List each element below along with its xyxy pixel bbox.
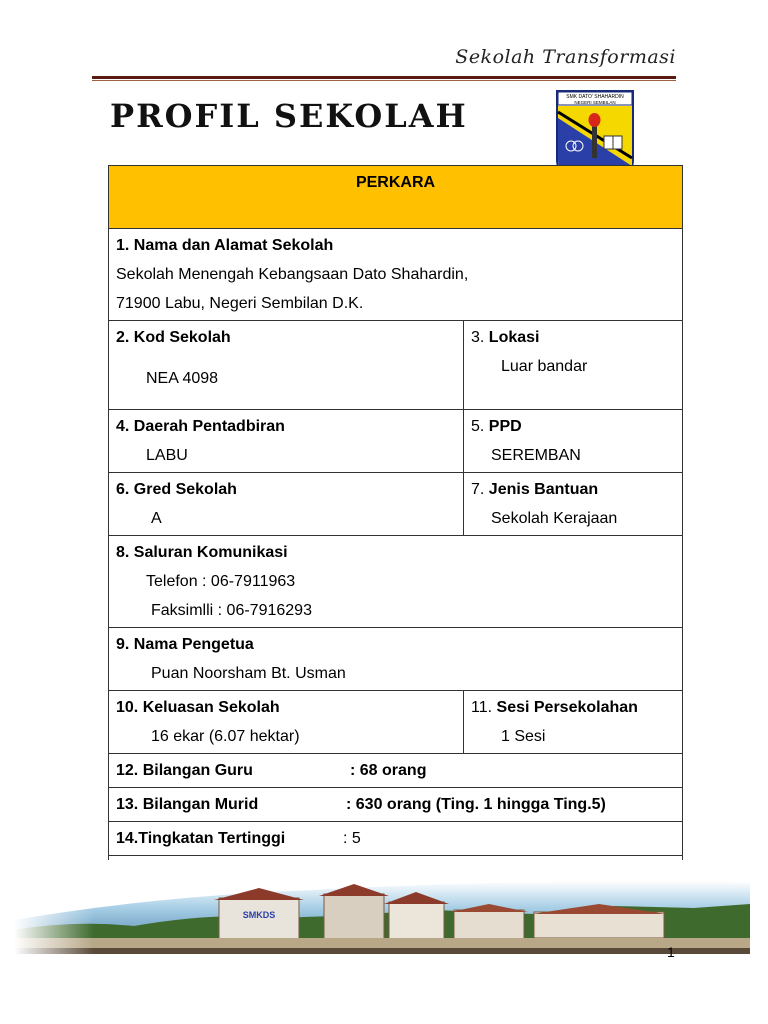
jenis-num: 7. (471, 481, 485, 498)
table-header-row (109, 166, 683, 229)
saluran-label: 8. Saluran Komunikasi (116, 544, 288, 561)
table-row (109, 229, 683, 321)
nama-line1: Sekolah Menengah Kebangsaan Dato Shahardin, (116, 266, 469, 283)
tingkatan-label: 14.Tingkatan Tertinggi (116, 830, 286, 847)
keluasan-value: 16 ekar (6.07 hektar) (151, 728, 300, 745)
building-sign: SMKDS (242, 910, 276, 920)
cell-gred (109, 473, 464, 536)
daerah-value: LABU (146, 447, 188, 464)
tingkatan-value: : 5 (343, 830, 361, 847)
ppd-label: PPD (488, 418, 522, 435)
table-row (109, 788, 683, 822)
page-title: PROFIL SEKOLAH (110, 97, 468, 135)
cell-jenis (464, 473, 683, 536)
cell-saluran (109, 536, 683, 628)
murid-label: 13. Bilangan Murid (116, 796, 259, 813)
school-profile-table (108, 165, 683, 890)
pengetua-value: Puan Noorsham Bt. Usman (151, 665, 346, 682)
table-row (109, 691, 683, 754)
nama-label: 1. Nama dan Alamat Sekolah (116, 237, 334, 254)
table-row (109, 628, 683, 691)
gred-value: A (151, 510, 162, 527)
table-row (109, 473, 683, 536)
jenis-heading (471, 475, 675, 504)
crest-text-top: SMK DATO' SHAHARDIN (566, 94, 624, 100)
header-rule (92, 76, 676, 79)
pengetua-label: 9. Nama Pengetua (116, 636, 254, 653)
perkara-header: PERKARA (109, 166, 683, 229)
sesi-num: 11. (471, 699, 493, 716)
cell-tingkatan (109, 822, 683, 856)
table-row (109, 754, 683, 788)
guru-value: : 68 orang (350, 762, 427, 779)
gred-label: 6. Gred Sekolah (116, 481, 237, 498)
cell-kod (109, 321, 464, 410)
cell-pengetua (109, 628, 683, 691)
cell-keluasan (109, 691, 464, 754)
lokasi-label: Lokasi (488, 329, 540, 346)
ppd-num: 5. (471, 418, 485, 435)
kod-label: 2. Kod Sekolah (116, 329, 231, 346)
crest-text-sub: NEGERI SEMBILAN (574, 100, 616, 105)
keluasan-label: 10. Keluasan Sekolah (116, 699, 280, 716)
table-row (109, 410, 683, 473)
lokasi-value: Luar bandar (501, 358, 588, 375)
ppd-heading (471, 412, 675, 441)
kod-value: NEA 4098 (146, 370, 219, 387)
sesi-label: Sesi Persekolahan (496, 699, 638, 716)
table-row (109, 822, 683, 856)
cell-guru (109, 754, 683, 788)
table-row (109, 536, 683, 628)
faks-value: Faksimlli : 06-7916293 (151, 602, 312, 619)
table-row (109, 321, 683, 410)
lokasi-heading (471, 323, 675, 352)
page-number: 1 (667, 944, 675, 960)
lokasi-num: 3. (471, 329, 485, 346)
ppd-value: SEREMBAN (491, 447, 581, 464)
cell-lokasi (464, 321, 683, 410)
cell-daerah (109, 410, 464, 473)
cell-sesi (464, 691, 683, 754)
nama-line2: 71900 Labu, Negeri Sembilan D.K. (116, 295, 364, 312)
telefon-value: Telefon : 06-7911963 (146, 573, 296, 590)
running-header: Sekolah Transformasi (455, 46, 676, 68)
header-rule-thin (92, 80, 676, 81)
guru-label: 12. Bilangan Guru (116, 762, 253, 779)
daerah-label: 4. Daerah Pentadbiran (116, 418, 285, 435)
cell-murid (109, 788, 683, 822)
school-buildings-banner (14, 860, 750, 958)
jenis-value: Sekolah Kerajaan (491, 510, 618, 527)
cell-nama (109, 229, 683, 321)
cell-ppd (464, 410, 683, 473)
jenis-label: Jenis Bantuan (488, 481, 599, 498)
sesi-heading (471, 693, 675, 722)
murid-value: : 630 orang (Ting. 1 hingga Ting.5) (346, 796, 606, 813)
sesi-value: 1 Sesi (501, 728, 546, 745)
